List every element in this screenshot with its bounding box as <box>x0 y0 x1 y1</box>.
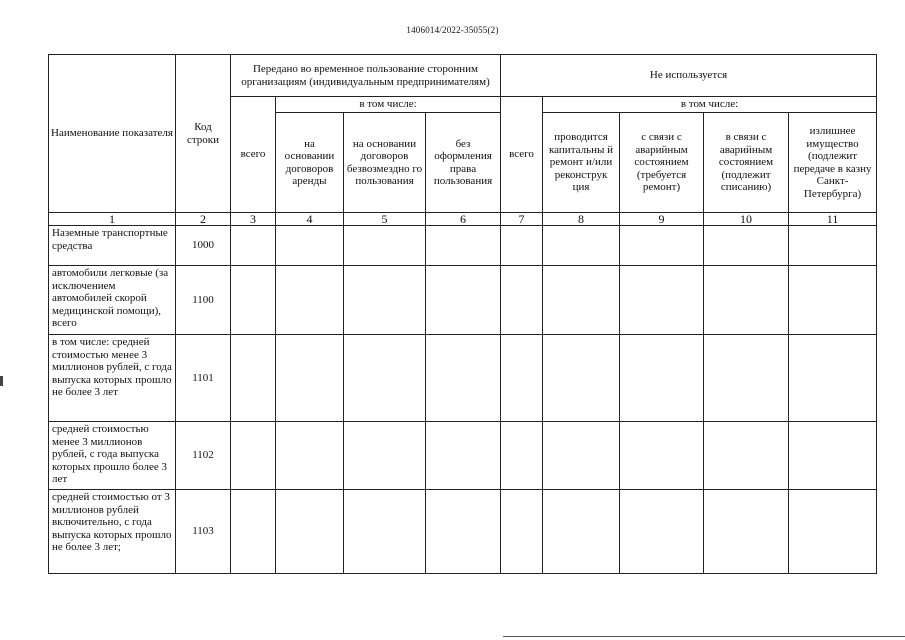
row-name: средней стоимостью менее 3 миллионов рублей, с года выпуска которых прошло более 3 лет <box>49 422 176 490</box>
value-cell <box>620 422 704 490</box>
column-number-row <box>49 213 877 226</box>
column-number: 1 <box>49 213 176 226</box>
column-number: 7 <box>501 213 543 226</box>
value-cell <box>231 490 276 574</box>
value-cell <box>276 422 344 490</box>
document-code: 1406014/2022-35055(2) <box>406 25 499 35</box>
header-transferred-total: всего <box>231 97 276 213</box>
value-cell <box>620 490 704 574</box>
divider <box>503 636 905 637</box>
value-cell <box>704 490 789 574</box>
header-name: Наименование показателя <box>49 55 176 213</box>
header-surplus: излишнее имущество (подлежит передаче в казну Санкт-Петербурга) <box>789 113 877 213</box>
table-row <box>49 422 877 490</box>
value-cell <box>704 335 789 422</box>
value-cell <box>231 335 276 422</box>
row-name: Наземные транспортные средства <box>49 226 176 266</box>
header-emergency-repair: с связи с аварийным состоянием (требуется ремонт) <box>620 113 704 213</box>
value-cell <box>543 490 620 574</box>
value-cell <box>620 266 704 335</box>
report-table <box>48 54 877 574</box>
value-cell <box>620 226 704 266</box>
value-cell <box>704 422 789 490</box>
value-cell <box>501 226 543 266</box>
value-cell <box>231 266 276 335</box>
value-cell <box>501 335 543 422</box>
column-number: 8 <box>543 213 620 226</box>
table-row <box>49 226 877 266</box>
column-number: 5 <box>344 213 426 226</box>
table-row <box>49 490 877 574</box>
header-row-1 <box>49 55 877 97</box>
column-number: 2 <box>176 213 231 226</box>
value-cell <box>501 422 543 490</box>
header-no-rights: без оформления права пользования <box>426 113 501 213</box>
value-cell <box>426 335 501 422</box>
column-number: 9 <box>620 213 704 226</box>
row-code: 1102 <box>176 422 231 490</box>
header-free-use: на основании договоров безвозмездно го пользования <box>344 113 426 213</box>
value-cell <box>344 422 426 490</box>
column-number: 4 <box>276 213 344 226</box>
value-cell <box>543 422 620 490</box>
value-cell <box>344 266 426 335</box>
header-not-used: Не используется <box>501 55 877 97</box>
value-cell <box>501 266 543 335</box>
column-number: 10 <box>704 213 789 226</box>
row-code: 1100 <box>176 266 231 335</box>
header-emergency-writeoff: в связи с аварийным состоянием (подлежит списанию) <box>704 113 789 213</box>
value-cell <box>543 335 620 422</box>
table-row <box>49 335 877 422</box>
value-cell <box>789 266 877 335</box>
value-cell <box>704 226 789 266</box>
value-cell <box>789 422 877 490</box>
value-cell <box>231 226 276 266</box>
column-number: 3 <box>231 213 276 226</box>
value-cell <box>426 226 501 266</box>
value-cell <box>276 490 344 574</box>
value-cell <box>789 490 877 574</box>
value-cell <box>789 226 877 266</box>
value-cell <box>276 335 344 422</box>
header-transferred: Передано во временное пользование сторонним организациям (индивидуальным предпринимателям) <box>231 55 501 97</box>
row-name: средней стоимостью от 3 миллионов рублей включительно, с года выпуска которых прошло не более 3 лет; <box>49 490 176 574</box>
header-lease: на основании договоров аренды <box>276 113 344 213</box>
value-cell <box>620 335 704 422</box>
row-code: 1103 <box>176 490 231 574</box>
header-not-used-including: в том числе: <box>543 97 877 113</box>
value-cell <box>344 335 426 422</box>
header-code: Код строки <box>176 55 231 213</box>
value-cell <box>344 490 426 574</box>
header-transferred-including: в том числе: <box>276 97 501 113</box>
value-cell <box>704 266 789 335</box>
value-cell <box>426 490 501 574</box>
header-not-used-total: всего <box>501 97 543 213</box>
value-cell <box>789 335 877 422</box>
value-cell <box>501 490 543 574</box>
row-name: автомобили легковые (за исключением автомобилей скорой медицинской помощи), всего <box>49 266 176 335</box>
row-name: в том числе: средней стоимостью менее 3 миллионов рублей, с года выпуска которых прошло не более 3 лет <box>49 335 176 422</box>
value-cell <box>344 226 426 266</box>
table-row <box>49 266 877 335</box>
column-number: 11 <box>789 213 877 226</box>
row-code: 1000 <box>176 226 231 266</box>
value-cell <box>426 266 501 335</box>
value-cell <box>276 226 344 266</box>
value-cell <box>426 422 501 490</box>
column-number: 6 <box>426 213 501 226</box>
header-repair: проводится капитальны й ремонт и/или реконструк ция <box>543 113 620 213</box>
value-cell <box>543 266 620 335</box>
margin-mark <box>0 376 3 386</box>
value-cell <box>543 226 620 266</box>
row-code: 1101 <box>176 335 231 422</box>
value-cell <box>276 266 344 335</box>
value-cell <box>231 422 276 490</box>
